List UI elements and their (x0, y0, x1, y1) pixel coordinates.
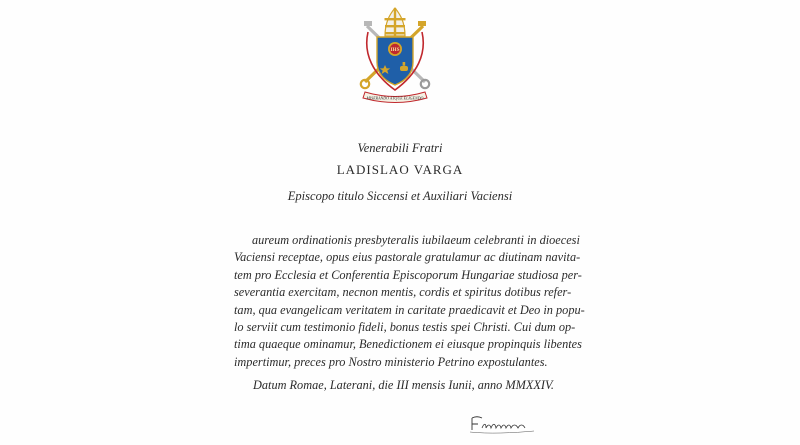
shield-icon (377, 37, 413, 85)
body-line: lo serviit cum testimonio fideli, bonus testis spei Christi. Cui dum op- (234, 320, 576, 335)
salutation: Venerabili Fratri (357, 141, 443, 155)
dating-line: Datum Romae, Laterani, die III mensis Iunii, anno MMXXIV. (253, 378, 555, 392)
motto-text: MISERANDO ATQUE ELIGENDO (366, 95, 424, 101)
body-line: impertimur, preces pro Nostro ministerio Petrino expostulantes. (234, 354, 548, 369)
motto-ribbon (363, 92, 427, 103)
recipient-title: Episcopo titulo Siccensi et Auxiliari Vaciensi (287, 189, 513, 203)
papal-signature (468, 414, 538, 436)
letter-body (234, 232, 585, 371)
mitre-icon (385, 8, 406, 36)
body-line: aureum ordinationis presbyteralis iubilaeum celebranti in dioecesi (252, 233, 580, 247)
body-line: tam, qua evangelicam veritatem in caritate praedicavit et Deo in popu- (234, 302, 585, 317)
body-line: tima quaeque ominamur, Benedictionem ei eiusque propinquis libentes (234, 337, 582, 352)
recipient-name: LADISLAO VARGA (336, 162, 464, 177)
svg-text:IHS: IHS (390, 47, 400, 54)
papal-coat-of-arms (355, 4, 435, 104)
body-line: Vaciensi receptae, opus eius pastorale gratulamur ac diutinam navita- (234, 250, 581, 265)
body-line: severantia exercitam, necnon mentis, cordis et spiritus dotibus refer- (234, 285, 572, 300)
signature-icon (468, 414, 538, 436)
coat-of-arms-icon (355, 4, 435, 104)
body-line: tem pro Ecclesia et Conferentia Episcoporum Hungariae studiosa per- (234, 267, 582, 282)
